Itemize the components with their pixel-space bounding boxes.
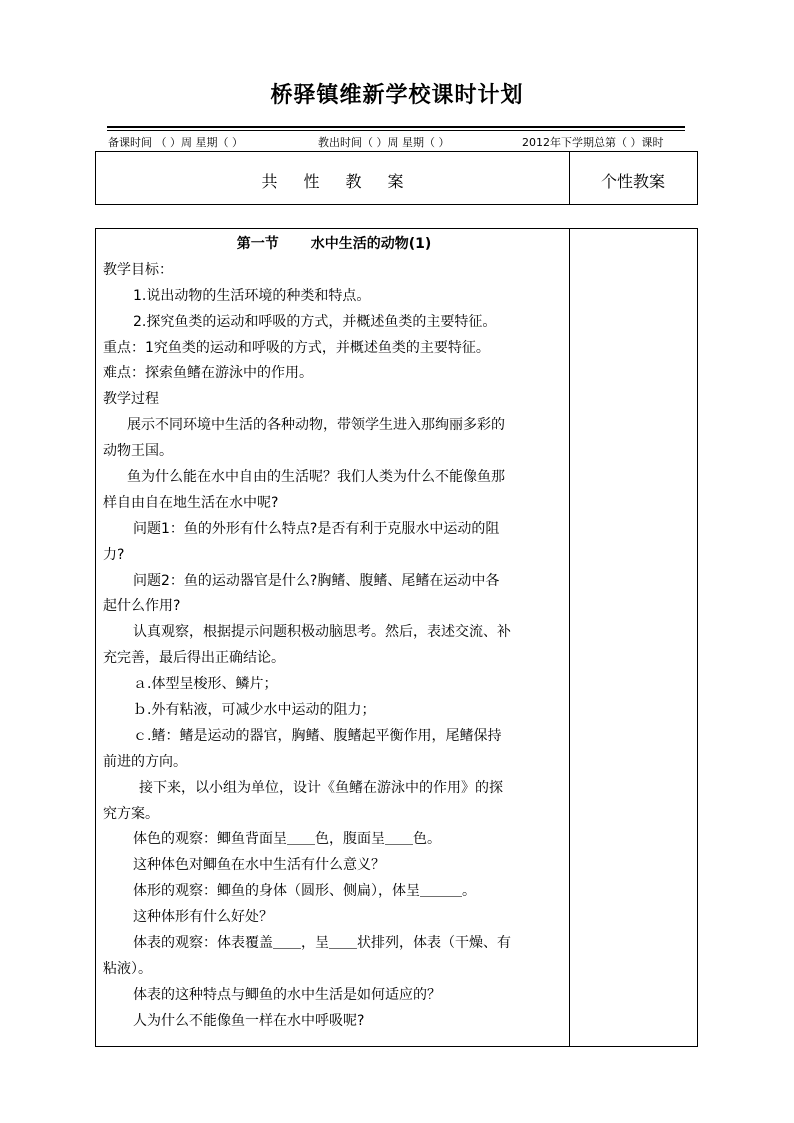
text-line: 问题1：鱼的外形有什么特点?是否有利于克服水中运动的阻	[133, 520, 500, 537]
text-line: 问题2：鱼的运动器官是什么?胸鳍、腹鳍、尾鳍在运动中各	[133, 572, 500, 589]
text-line: 体形的观察：鲫鱼的身体（圆形、侧扁），体呈＿＿＿。	[133, 883, 476, 900]
text-line: 1.说出动物的生活环境的种类和特点。	[133, 287, 371, 304]
text-line: 2.探究鱼类的运动和呼吸的方式，并概述鱼类的主要特征。	[133, 313, 497, 330]
text-line: 体色的观察：鲫鱼背面呈＿＿色，腹面呈＿＿色。	[133, 831, 441, 848]
text-line: 动物王国。	[103, 443, 173, 460]
text-line: ｃ.鳍：鳍是运动的器官，胸鳍、腹鳍起平衡作用，尾鳍保持	[133, 727, 502, 744]
text-line: 这种体色对鲫鱼在水中生活有什么意义？	[133, 857, 385, 874]
column-divider	[569, 229, 570, 1046]
text-line: 接下来，以小组为单位，设计《鱼鳍在游泳中的作用》的探	[139, 779, 503, 796]
text-line: 力?	[103, 546, 125, 563]
text-line: 鱼为什么能在水中自由的生活呢？我们人类为什么不能像鱼那	[127, 469, 505, 486]
shared-plan-label: 共性教案	[261, 172, 430, 191]
text-line: 展示不同环境中生活的各种动物，带领学生进入那绚丽多彩的	[127, 417, 505, 434]
teach-time: 教出时间（ ）周 星期（ ）	[318, 136, 450, 149]
section-number: 第一节	[236, 236, 279, 252]
lesson-title: 水中生活的动物(1)	[310, 236, 432, 252]
text-line: 教学过程	[103, 391, 159, 408]
semester-lesson-count: 2012年下学期总第（ ）课时	[522, 136, 664, 149]
text-line: 充完善，最后得出正确结论。	[103, 650, 285, 667]
page-title: 桥驿镇维新学校课时计划	[270, 82, 524, 108]
personal-plan-label: 个性教案	[600, 172, 665, 191]
text-line: 重点：1究鱼类的运动和呼吸的方式，并概述鱼类的主要特征。	[103, 339, 490, 356]
text-line: ａ.体型呈梭形、鳞片；	[133, 676, 278, 693]
title-rule-thick	[107, 126, 685, 128]
lesson-plan-table	[95, 228, 698, 1047]
text-line: 样自由自在地生活在水中呢?	[103, 494, 279, 511]
text-line: 难点：探索鱼鳍在游泳中的作用。	[103, 365, 313, 382]
text-line: 究方案。	[103, 805, 159, 822]
text-line: 认真观察，根据提示问题积极动脑思考。然后，表述交流、补	[133, 624, 511, 641]
text-line: 教学目标：	[103, 261, 173, 278]
prep-time: 备课时间 （ ）周 星期（ ）	[108, 136, 243, 149]
text-line: 这种体形有什么好处？	[133, 909, 273, 926]
text-line: 体表的这种特点与鲫鱼的水中生活是如何适应的？	[133, 986, 441, 1003]
text-line: 起什么作用?	[103, 598, 181, 615]
text-line: 粘液）。	[103, 960, 152, 977]
text-line: ｂ.外有粘液，可减少水中运动的阻力；	[133, 702, 376, 719]
text-line: 体表的观察：体表覆盖＿＿，呈＿＿状排列，体表（干燥、有	[133, 935, 511, 952]
text-line: 人为什么不能像鱼一样在水中呼吸呢?	[133, 1012, 365, 1029]
plan-header-table	[95, 151, 698, 205]
text-line: 前进的方向。	[103, 753, 187, 770]
section-heading	[103, 232, 565, 258]
title-rule-thin	[107, 130, 685, 131]
lesson-content	[103, 232, 565, 1035]
